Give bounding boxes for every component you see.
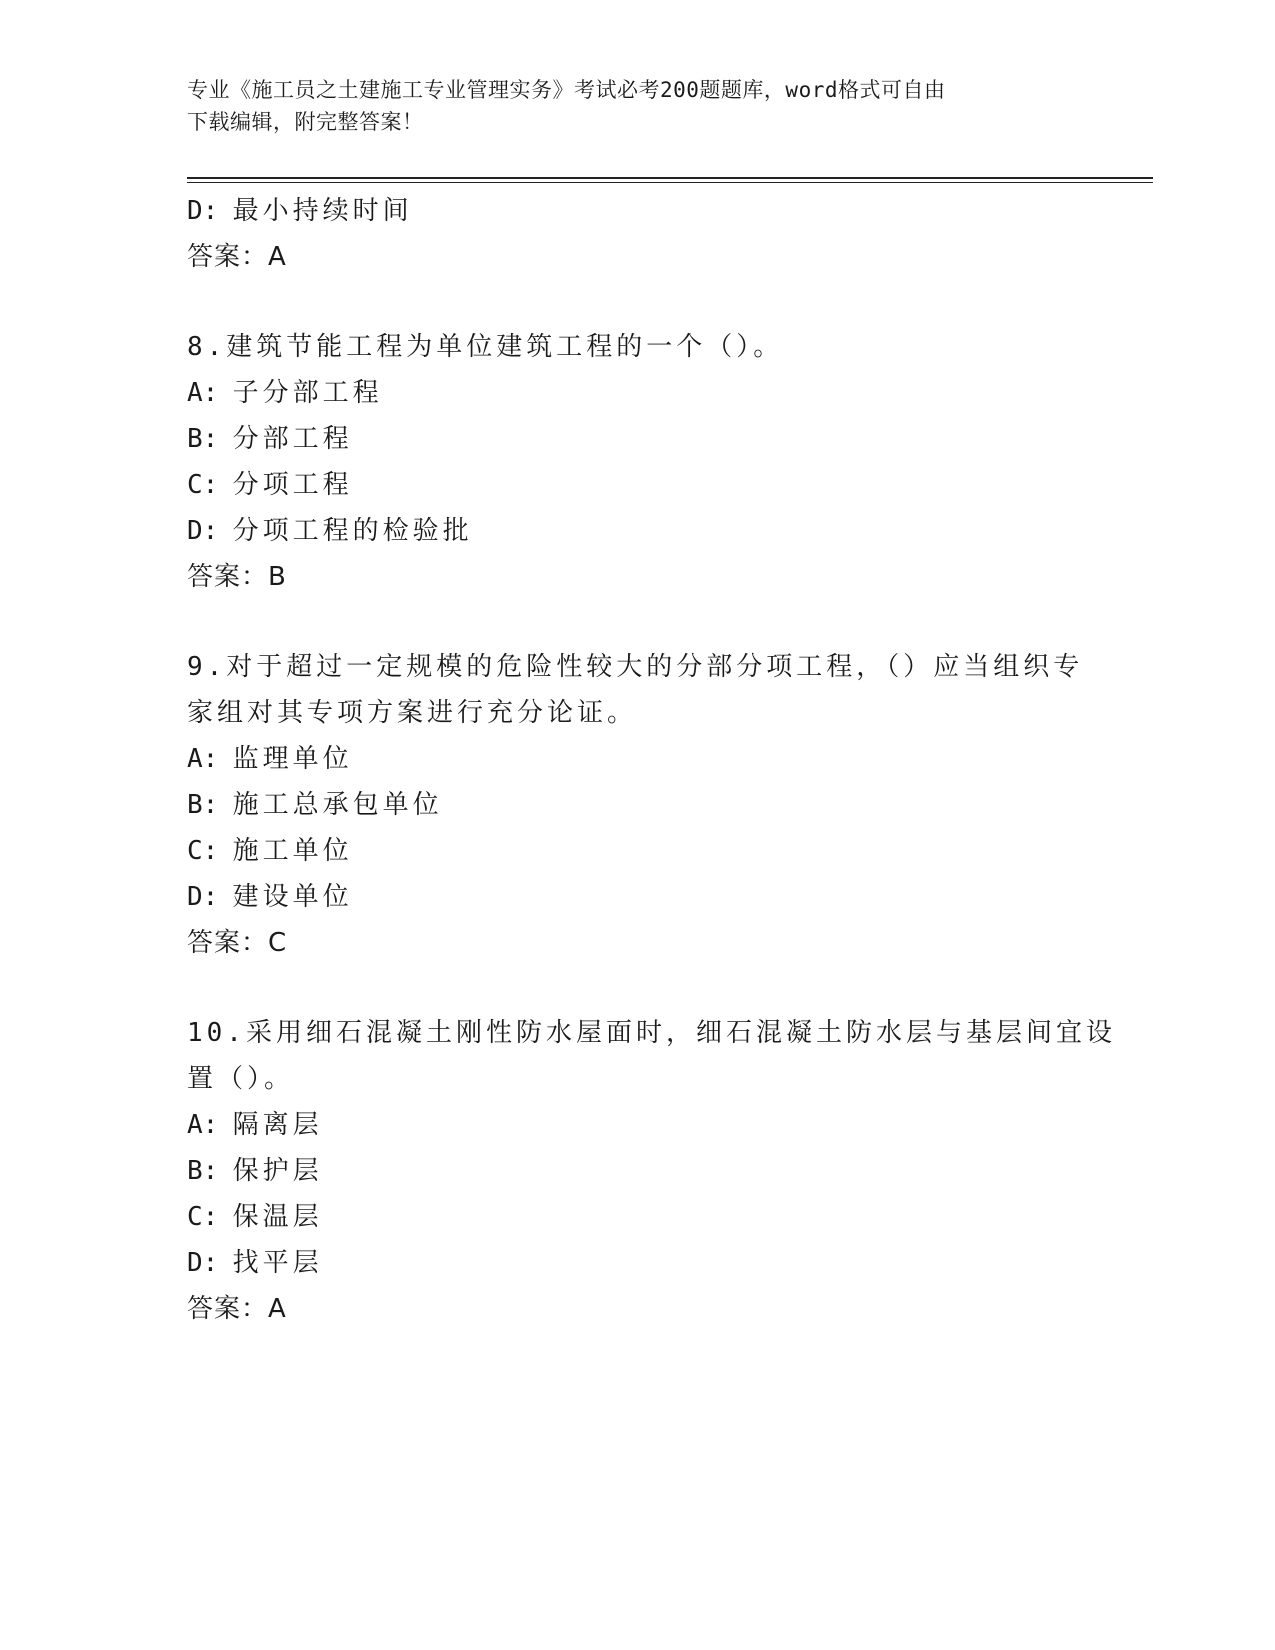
option-separator: : [202, 1110, 219, 1140]
option-text: 分项工程 [232, 470, 353, 500]
option-letter: B [187, 424, 203, 454]
question-10 [187, 1010, 1116, 1332]
question-stem-line-2: 置（）。 [187, 1064, 295, 1094]
option-text: 监理单位 [232, 744, 353, 774]
option-letter: A [187, 744, 203, 774]
option-letter: D [187, 516, 203, 546]
option-letter: D [187, 1248, 203, 1278]
header-divider-thin [187, 182, 1153, 183]
question-9 [187, 644, 1087, 966]
option-a [187, 1102, 1087, 1148]
option-separator: : [202, 1248, 219, 1278]
answer-value: A [268, 1294, 287, 1324]
option-text: 施工总承包单位 [232, 790, 443, 820]
option-text: 建设单位 [232, 882, 353, 912]
option-text: 保温层 [232, 1202, 323, 1232]
option-letter: C [187, 836, 203, 866]
option-separator: : [202, 196, 219, 226]
answer-label: 答案： [187, 928, 269, 958]
option-separator: : [202, 1156, 219, 1186]
spacer [187, 600, 1087, 644]
answer-value: C [268, 928, 288, 958]
option-text: 隔离层 [232, 1110, 323, 1140]
option-text: 找平层 [232, 1248, 323, 1278]
answer [187, 554, 1087, 600]
answer-value: A [268, 242, 287, 272]
answer [187, 920, 1087, 966]
option-separator: : [202, 882, 219, 912]
option-separator: : [202, 1202, 219, 1232]
option-separator: : [202, 424, 219, 454]
option-text: 分部工程 [232, 424, 353, 454]
answer-carryover [187, 234, 1087, 280]
option-c [187, 1194, 1087, 1240]
option-separator: : [202, 378, 219, 408]
option-letter: B [187, 1156, 203, 1186]
option-d [187, 508, 1087, 554]
option-text: 最小持续时间 [232, 196, 413, 226]
option-letter: A [187, 378, 203, 408]
answer-label: 答案： [187, 242, 269, 272]
option-letter: C [187, 470, 203, 500]
option-text: 施工单位 [232, 836, 353, 866]
answer-value: B [268, 562, 287, 592]
answer-label: 答案： [187, 1294, 269, 1324]
option-d [187, 1240, 1087, 1286]
option-text: 子分部工程 [232, 378, 383, 408]
option-a [187, 370, 1087, 416]
question-content [187, 188, 1116, 1332]
option-separator: : [202, 790, 219, 820]
spacer [187, 966, 1087, 1010]
option-d [187, 874, 1087, 920]
option-separator: : [202, 516, 219, 546]
option-separator: : [202, 836, 219, 866]
question-stem-line-1: 9.对于超过一定规模的危险性较大的分部分项工程，（）应当组织专 [187, 652, 1084, 682]
option-d-carryover [187, 188, 1087, 234]
document-header [187, 74, 1087, 138]
answer-label: 答案： [187, 562, 269, 592]
option-b [187, 1148, 1087, 1194]
option-letter: C [187, 1202, 203, 1232]
question-8 [187, 324, 1087, 600]
option-c [187, 462, 1087, 508]
question-stem-line-1: 10.采用细石混凝土刚性防水屋面时，细石混凝土防水层与基层间宜设 [187, 1018, 1116, 1048]
question-stem-line-2: 家组对其专项方案进行充分论证。 [187, 698, 638, 728]
option-c [187, 828, 1087, 874]
option-text: 保护层 [232, 1156, 323, 1186]
header-line-2: 下载编辑，附完整答案！ [187, 110, 424, 134]
option-letter: D [187, 196, 203, 226]
option-b [187, 416, 1087, 462]
option-letter: B [187, 790, 203, 820]
option-separator: : [202, 744, 219, 774]
option-letter: D [187, 882, 203, 912]
header-line-1: 专业《施工员之土建施工专业管理实务》考试必考200题题库，word格式可自由 [187, 78, 946, 102]
option-text: 分项工程的检验批 [232, 516, 473, 546]
option-a [187, 736, 1087, 782]
question-stem: 8.建筑节能工程为单位建筑工程的一个（）。 [187, 332, 784, 362]
option-letter: A [187, 1110, 203, 1140]
answer [187, 1286, 1087, 1332]
header-divider-thick [187, 177, 1153, 179]
spacer [187, 280, 1087, 324]
option-separator: : [202, 470, 219, 500]
option-b [187, 782, 1087, 828]
